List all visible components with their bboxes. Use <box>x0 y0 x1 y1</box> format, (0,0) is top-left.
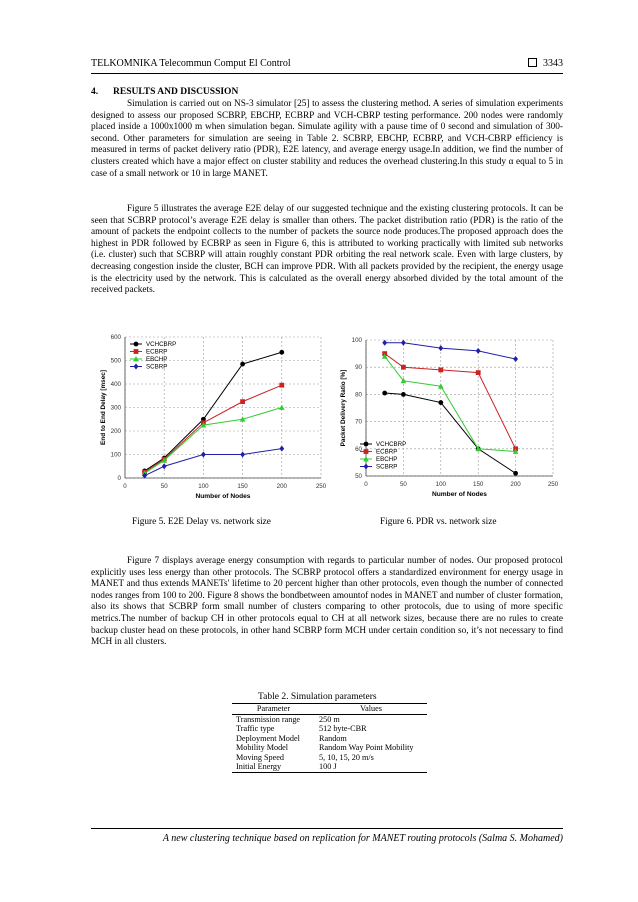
x-tick-label: 0 <box>123 483 127 490</box>
section-heading <box>91 87 238 97</box>
data-point <box>240 452 245 458</box>
simulation-parameters-table <box>232 703 427 773</box>
x-tick-label: 0 <box>364 481 368 488</box>
y-tick-label: 400 <box>110 381 121 388</box>
table-row <box>232 734 427 744</box>
table-cell: 100 J <box>315 762 427 772</box>
figure-6-caption: Figure 6. PDR vs. network size <box>380 517 497 527</box>
data-point <box>279 383 284 388</box>
y-tick-label: 50 <box>355 473 362 480</box>
table-row <box>232 743 427 753</box>
legend-marker <box>364 442 369 447</box>
journal-name: TELKOMNIKA Telecommun Comput El Control <box>91 58 291 69</box>
y-axis-label: End to End Delay [msec] <box>100 370 107 445</box>
x-tick-label: 50 <box>160 483 168 490</box>
x-axis-label: Number of Nodes <box>195 493 251 500</box>
table-cell: Random <box>319 733 347 743</box>
legend <box>130 341 176 371</box>
legend-label: SCBRP <box>376 463 398 471</box>
x-tick-label: 100 <box>198 483 209 490</box>
data-point <box>162 463 167 469</box>
table-cell: Traffic type <box>236 724 275 733</box>
table-row <box>232 753 427 763</box>
table-row <box>232 724 427 734</box>
data-point <box>401 340 406 346</box>
series-vchcbrp <box>382 391 518 476</box>
table-cell: 5, 10, 15, 20 m/s <box>319 752 374 762</box>
legend-label: ECBRP <box>376 448 398 456</box>
data-point <box>513 356 518 362</box>
table-header-cell: Parameter <box>232 704 315 715</box>
table-cell: Random Way Point Mobility <box>319 743 414 752</box>
square-icon <box>528 58 537 67</box>
table-title: Table 2. Simulation parameters <box>258 692 377 702</box>
paragraph-2: Figure 5 illustrates the average E2E delay of our suggested technique and the existing clustering protocols. It can be seen that SCBRP protocol’s average E2E delay is smaller than others. The packet distribution ratio (PDR) is the ratio of the amount of packets the endpoint collects to the number of packets the source node produces.The proposed approach does the highest in PDR followed by ECBRP as seen in Figure 6, this is attributed to working practically with limited sub networks (i.e. cluster) such that SCBRP will attain roughly constant PDR orbiting the real network scale. Even with large clusters, by decreasing congestion inside the cluster, BCH can improve PDR. With all packets provided by the recipient, the energy usage is the electricity used by the network. This is calculated as the overall energy absorbed divided by the total amount of the received packets. <box>91 204 563 296</box>
table-cell: Moving Speed <box>236 752 284 762</box>
y-tick-label: 600 <box>110 334 121 341</box>
data-point <box>240 399 245 404</box>
legend-label: EBCHP <box>376 456 398 464</box>
paragraph-3: Figure 7 displays average energy consumption with regards to particular number of nodes. Our proposed protocol explicitly uses less energy than other protocols. The SCBRP protocol offers a standardized environment for energy usage in MANET and thus extends MANETs' lifetime to 20 percent higher than other protocols, even though the number of connected nodes ranges from 100 to 200. Figure 8 shows the bondbetween amountof nodes in MANET and number of cluster formation, also its shows that SCBRP form small number of clusters comparing to other protocols, due to using of more specific metrics.The number of backup CH in other protocols equal to CH at all network sizes, because there are no rules to create backup cluster head on these protocols, in other hand SCBRP form MCH under certain condition so, it’s not necessary to find MCH in all clusters. <box>91 556 563 648</box>
section-number: 4. <box>91 87 99 97</box>
table-cell: Mobility Model <box>236 743 289 752</box>
series-scbrp <box>382 340 518 362</box>
series-line <box>385 343 516 359</box>
y-axis-label: Packet Delivery Ratio [%] <box>340 369 347 447</box>
page-number: 3343 <box>543 58 563 69</box>
y-tick-label: 0 <box>117 475 121 482</box>
data-point <box>382 391 387 396</box>
y-tick-label: 90 <box>355 364 362 372</box>
legend-marker <box>364 464 369 470</box>
table-row <box>232 762 427 772</box>
y-tick-label: 100 <box>110 451 121 459</box>
table-row <box>232 714 427 724</box>
x-tick-label: 200 <box>510 481 521 488</box>
data-point <box>279 446 284 452</box>
table-header-row <box>232 704 427 715</box>
y-tick-label: 60 <box>355 445 362 453</box>
header-rule <box>91 73 563 74</box>
table-cell: Deployment Model <box>236 733 300 743</box>
legend-label: EBCHP <box>146 356 168 364</box>
x-tick-label: 100 <box>435 481 446 488</box>
legend-label: VCHCBRP <box>376 441 407 449</box>
y-tick-label: 200 <box>110 428 121 435</box>
data-point <box>382 340 387 346</box>
x-tick-label: 200 <box>276 483 287 490</box>
legend-marker <box>134 349 139 354</box>
data-point <box>240 362 245 367</box>
section-title: RESULTS AND DISCUSSION <box>113 87 239 97</box>
y-tick-label: 80 <box>355 391 362 399</box>
legend-label: SCBRP <box>146 363 168 371</box>
table-header-cell: Values <box>315 704 427 715</box>
figure-6-chart <box>334 330 566 506</box>
legend-label: ECBRP <box>146 348 168 356</box>
data-point <box>438 400 443 405</box>
x-tick-label: 50 <box>399 481 407 488</box>
x-axis-label: Number of Nodes <box>432 491 487 498</box>
data-point <box>401 392 406 397</box>
paragraph-1: Simulation is carried out on NS-3 simulator [25] to assess the clustering method. A series of simulation experiments designed to assess our proposed SCBRP, EBCHP, ECBRP and VCH-CBRP testing performance. 200 nodes were randomly placed inside a 1000x1000 m when simulation began. Simulate agility with a pause time of 0 second and simulation of 300-second. Other parameters for simulation are seeing in Table 2. SCBRP, EBCHP, ECBRP, and VCH-CBRP efficiency is measured in terms of packet delivery ratio (PDR), E2E latency, and average energy usage.In addition, we find the number of clusters created which have a major effect on cluster stability and reduces the overhead clustering.In this study α equal to 5 in case of a small network or 10 in large MANET. <box>91 99 563 179</box>
y-tick-label: 100 <box>351 337 362 344</box>
legend <box>360 441 406 471</box>
y-tick-label: 300 <box>110 404 121 412</box>
figure-5-chart <box>96 330 341 506</box>
footer-rule <box>91 828 563 829</box>
y-tick-label: 70 <box>355 418 362 426</box>
series-line <box>385 393 516 473</box>
data-point <box>438 368 443 373</box>
table-cell: 512 byte-CBR <box>319 724 367 733</box>
legend-label: VCHCBRP <box>146 341 177 349</box>
data-point <box>513 471 518 476</box>
y-tick-label: 500 <box>110 357 121 365</box>
x-tick-label: 250 <box>547 481 559 488</box>
table-cell: 250 m <box>319 714 340 724</box>
figure-5-caption: Figure 5. E2E Delay vs. network size <box>132 517 271 527</box>
page-number-group <box>528 58 563 69</box>
data-point <box>279 405 285 410</box>
running-footer: A new clustering technique based on replication for MANET routing protocols (Salma S. Mohamed) <box>162 833 563 844</box>
data-point <box>476 370 481 375</box>
data-point <box>401 365 406 370</box>
x-tick-label: 250 <box>315 483 327 490</box>
data-point <box>279 350 284 355</box>
legend-marker <box>134 342 139 347</box>
data-point <box>201 452 206 458</box>
legend-marker <box>364 449 369 454</box>
x-tick-label: 150 <box>473 481 484 488</box>
x-tick-label: 150 <box>237 483 248 490</box>
data-point <box>438 345 443 351</box>
table-cell: Transmission range <box>236 714 301 724</box>
table-cell: Initial Energy <box>232 762 315 772</box>
data-point <box>476 348 481 354</box>
legend-marker <box>134 364 139 370</box>
